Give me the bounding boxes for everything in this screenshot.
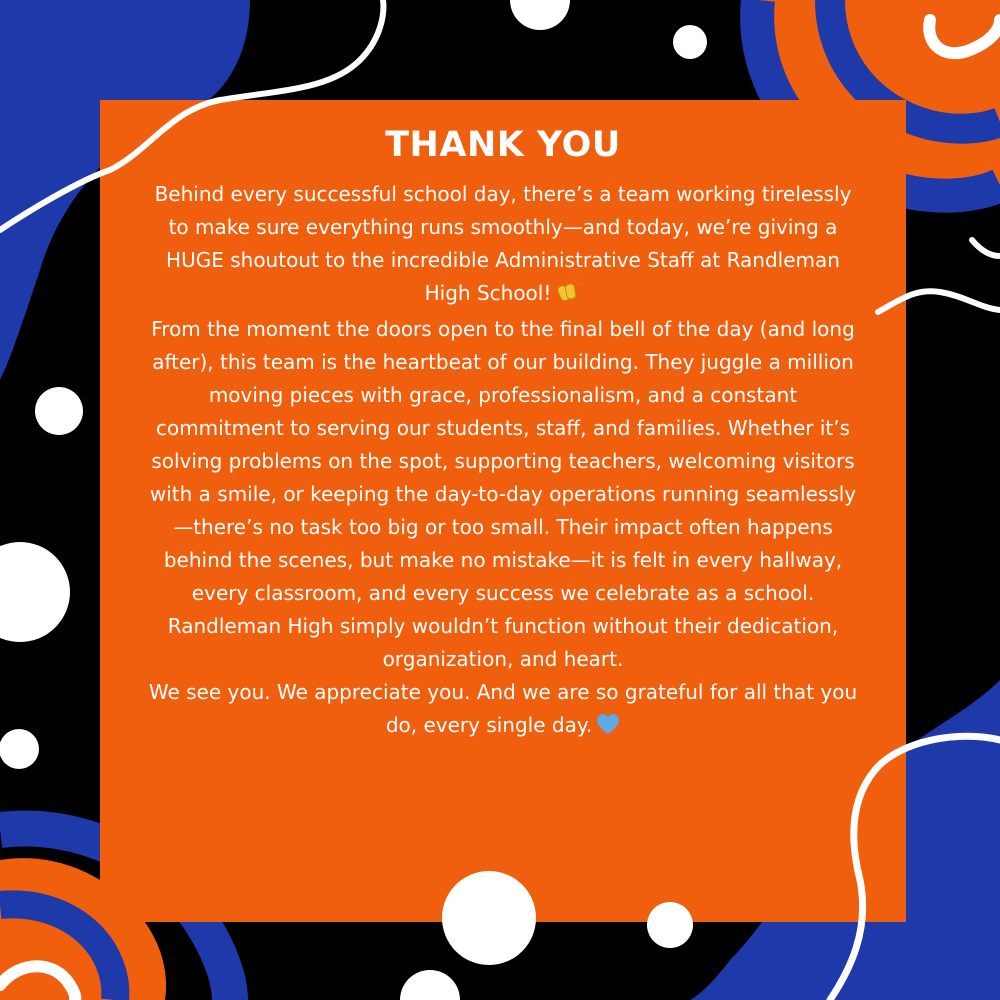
message-paragraph-body: From the moment the doors open to the final bell of the day (and long after), this team is the heartbeat of our building. They juggle a million moving pieces with grace, professionalism, and a constant commitment to serving our students, staff, and families. Whether it’s solving problems on the spot, supporting teachers, welcoming visitors with a smile, or keeping the day-to-day operations running seamlessly—there’s no task too big or too small. Their impact often happens behind the scenes, but make no mistake—it is felt in every hallway, every classroom, and every success we celebrate as a school. Randleman High simply wouldn’t function without their dedication, organization, and heart. (149, 317, 857, 671)
paragraph-text: We see you. We appreciate you. And we are so grateful for all that you do, every single day. (148, 680, 858, 737)
clapping-hands-icon (555, 279, 581, 313)
paragraph-text: Behind every successful school day, there’s a team working tirelessly to make sure everything runs smoothly—and today, we’re giving a HUGE shoutout to the incredible Administrative Staff at Randleman High School! (154, 182, 852, 305)
message-paragraph-closing (148, 676, 858, 745)
message-content (148, 118, 858, 745)
blue-heart-icon (596, 712, 620, 745)
message-paragraph-intro (148, 178, 858, 313)
post-title: THANK YOU (385, 125, 621, 165)
